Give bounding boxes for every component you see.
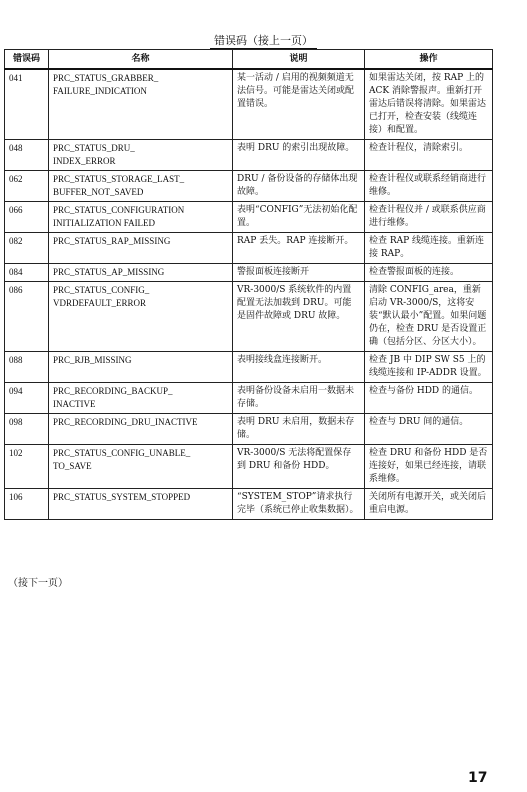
error-name-cell: PRC_STATUS_DRU_ INDEX_ERROR bbox=[49, 140, 233, 171]
table-row bbox=[5, 140, 493, 171]
table-row bbox=[5, 264, 493, 282]
description-cell: 表明 DRU 的索引出现故障。 bbox=[233, 140, 365, 171]
error-code-cell: 102 bbox=[5, 445, 49, 489]
error-name-cell: PRC_RECORDING_BACKUP_ INACTIVE bbox=[49, 383, 233, 414]
description-cell: DRU / 备份设备的存储体出现故障。 bbox=[233, 171, 365, 202]
error-name-cell: PRC_STATUS_CONFIG_UNABLE_ TO_SAVE bbox=[49, 445, 233, 489]
description-cell: “SYSTEM_STOP”请求执行完毕（系统已停止收集数据）。 bbox=[233, 489, 365, 520]
error-name-cell: PRC_RJB_MISSING bbox=[49, 352, 233, 383]
description-cell: 表明备份设备未启用一数据未存储。 bbox=[233, 383, 365, 414]
description-cell: VR-3000/S 无法将配置保存到 DRU 和备份 HDD。 bbox=[233, 445, 365, 489]
table-row bbox=[5, 414, 493, 445]
description-cell: 表明接线盒连接断开。 bbox=[233, 352, 365, 383]
action-cell: 检查 JB 中 DIP SW S5 上的线缆连接和 IP-ADDR 设置。 bbox=[365, 352, 493, 383]
table-row bbox=[5, 445, 493, 489]
continued-note: （接下一页） bbox=[8, 578, 68, 589]
header-name: 名称 bbox=[49, 50, 233, 70]
action-cell: 清除 CONFIG_area，重新启动 VR-3000/S，这将安装“默认最小”配置。如果问题仍在，检查 DRU 是否设置正确（包括分区、分区大小）。 bbox=[365, 282, 493, 352]
page-number: 17 bbox=[468, 770, 488, 786]
error-code-cell: 088 bbox=[5, 352, 49, 383]
description-cell: 表明“CONFIG”无法初始化配置。 bbox=[233, 202, 365, 233]
table-row bbox=[5, 383, 493, 414]
action-cell: 如果雷达关闭，按 RAP 上的 ACK 消除警报声。重新打开雷达后错误将清除。如果雷达已打开，检查安装（线缆连接）和配置。 bbox=[365, 69, 493, 140]
action-cell: 检查与 DRU 间的通信。 bbox=[365, 414, 493, 445]
description-cell: 某一活动 / 启用的视频频道无法信号。可能是雷达关闭或配置错误。 bbox=[233, 69, 365, 140]
error-code-cell: 062 bbox=[5, 171, 49, 202]
action-cell: 检查警报面板的连接。 bbox=[365, 264, 493, 282]
error-code-cell: 094 bbox=[5, 383, 49, 414]
description-cell: 表明 DRU 未启用，数据未存储。 bbox=[233, 414, 365, 445]
table-caption: 错误码（接上一页） bbox=[0, 32, 527, 48]
action-cell: 检查计程仪并 / 或联系供应商进行维修。 bbox=[365, 202, 493, 233]
error-code-cell: 106 bbox=[5, 489, 49, 520]
error-name-cell: PRC_STATUS_GRABBER_ FAILURE_INDICATION bbox=[49, 69, 233, 140]
error-code-cell: 041 bbox=[5, 69, 49, 140]
action-cell: 检查与备份 HDD 的通信。 bbox=[365, 383, 493, 414]
table-row bbox=[5, 352, 493, 383]
action-cell: 检查计程仪，清除索引。 bbox=[365, 140, 493, 171]
error-name-cell: PRC_STATUS_CONFIG_ VDRDEFAULT_ERROR bbox=[49, 282, 233, 352]
header-code: 错误码 bbox=[5, 50, 49, 70]
table-row bbox=[5, 233, 493, 264]
header-action: 操作 bbox=[365, 50, 493, 70]
action-cell: 关闭所有电源开关，或关闭后重启电源。 bbox=[365, 489, 493, 520]
table-row bbox=[5, 202, 493, 233]
error-code-cell: 066 bbox=[5, 202, 49, 233]
table-row bbox=[5, 489, 493, 520]
action-cell: 检查计程仪或联系经销商进行维修。 bbox=[365, 171, 493, 202]
error-name-cell: PRC_RECORDING_DRU_INACTIVE bbox=[49, 414, 233, 445]
table-row bbox=[5, 282, 493, 352]
error-code-cell: 084 bbox=[5, 264, 49, 282]
error-code-cell: 086 bbox=[5, 282, 49, 352]
error-code-cell: 082 bbox=[5, 233, 49, 264]
table-row bbox=[5, 171, 493, 202]
error-code-cell: 098 bbox=[5, 414, 49, 445]
description-cell: RAP 丢失。RAP 连接断开。 bbox=[233, 233, 365, 264]
error-name-cell: PRC_STATUS_STORAGE_LAST_ BUFFER_NOT_SAVED bbox=[49, 171, 233, 202]
description-cell: 警报面板连接断开 bbox=[233, 264, 365, 282]
action-cell: 检查 DRU 和备份 HDD 是否连接好，如果已经连接，请联系维修。 bbox=[365, 445, 493, 489]
error-code-cell: 048 bbox=[5, 140, 49, 171]
error-name-cell: PRC_STATUS_CONFIGURATION INITIALIZATION FAILED bbox=[49, 202, 233, 233]
error-name-cell: PRC_STATUS_SYSTEM_STOPPED bbox=[49, 489, 233, 520]
error-name-cell: PRC_STATUS_AP_MISSING bbox=[49, 264, 233, 282]
table-header-row bbox=[5, 50, 493, 70]
header-description: 说明 bbox=[233, 50, 365, 70]
error-name-cell: PRC_STATUS_RAP_MISSING bbox=[49, 233, 233, 264]
error-code-table bbox=[4, 49, 493, 520]
table-row bbox=[5, 69, 493, 140]
description-cell: VR-3000/S 系统软件的内置配置无法加载到 DRU。可能是固件故障或 DRU 故障。 bbox=[233, 282, 365, 352]
action-cell: 检查 RAP 线缆连接。重新连接 RAP。 bbox=[365, 233, 493, 264]
